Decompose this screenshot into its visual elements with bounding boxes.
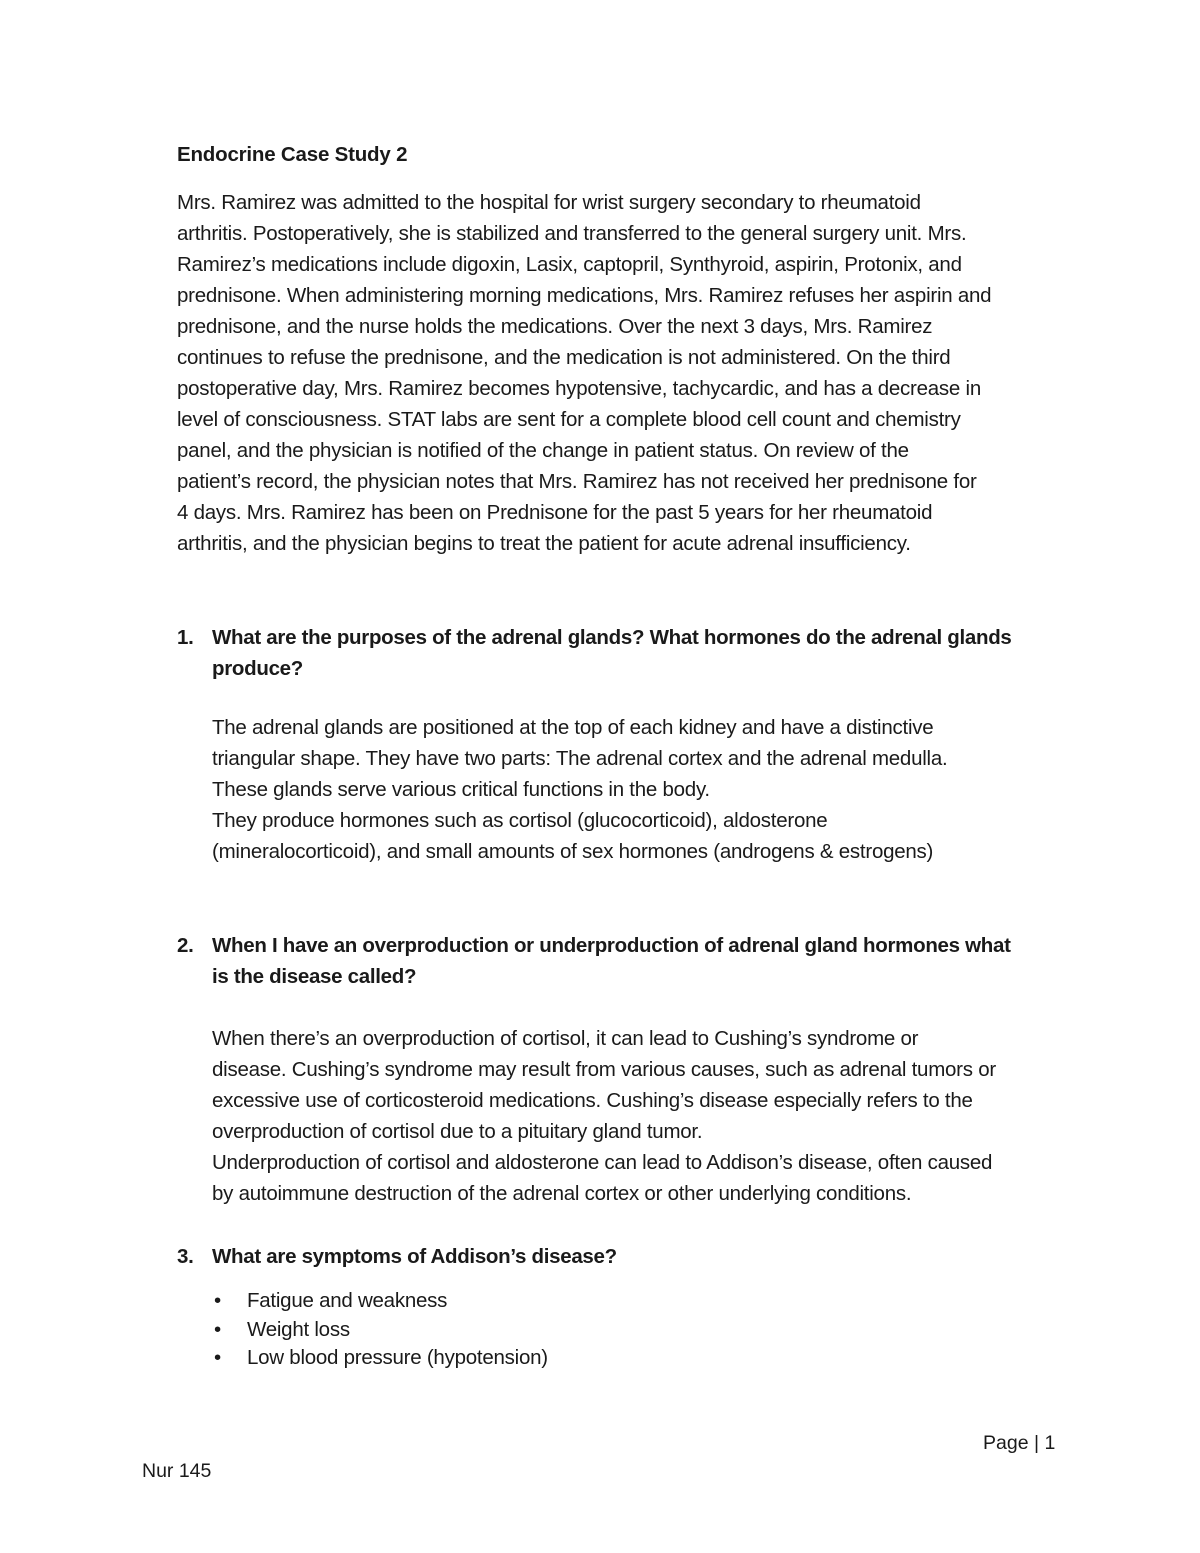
list-item — [212, 1344, 912, 1373]
bullet-icon: • — [214, 1317, 221, 1341]
question-text-line: is the disease called? — [212, 965, 417, 988]
intro-line: postoperative day, Mrs. Ramirez becomes hypotensive, tachycardic, and has a decrease in — [177, 377, 981, 400]
answer-line: The adrenal glands are positioned at the top of each kidney and have a distinctive — [212, 716, 934, 739]
answer-line: by autoimmune destruction of the adrenal cortex or other underlying conditions. — [212, 1182, 912, 1205]
intro-line: level of consciousness. STAT labs are sent for a complete blood cell count and chemistry — [177, 408, 961, 431]
list-item-text: Weight loss — [247, 1317, 350, 1341]
answer-line: disease. Cushing’s syndrome may result from various causes, such as adrenal tumors or — [212, 1058, 996, 1081]
intro-line: prednisone, and the nurse holds the medications. Over the next 3 days, Mrs. Ramirez — [177, 315, 933, 338]
intro-line: prednisone. When administering morning medications, Mrs. Ramirez refuses her aspirin and — [177, 284, 992, 307]
list-item — [212, 1287, 912, 1316]
page-number: Page | 1 — [983, 1432, 1056, 1454]
answer-line: overproduction of cortisol due to a pituitary gland tumor. — [212, 1120, 703, 1143]
question-2 — [177, 930, 1057, 992]
answer-line: These glands serve various critical functions in the body. — [212, 778, 710, 801]
intro-line: Ramirez’s medications include digoxin, Lasix, captopril, Synthyroid, aspirin, Protonix, and — [177, 253, 962, 276]
bullet-icon: • — [214, 1346, 221, 1369]
answer-line: Underproduction of cortisol and aldosterone can lead to Addison’s disease, often caused — [212, 1151, 993, 1174]
answer-line: (mineralocorticoid), and small amounts of sex hormones (androgens & estrogens) — [212, 840, 934, 863]
bullet-icon: • — [214, 1289, 221, 1312]
intro-line: arthritis, and the physician begins to treat the patient for acute adrenal insufficiency. — [177, 532, 911, 555]
list-item — [212, 1316, 912, 1345]
intro-line: continues to refuse the prednisone, and the medication is not administered. On the third — [177, 346, 951, 369]
intro-line: patient’s record, the physician notes that Mrs. Ramirez has not received her prednisone for — [177, 470, 977, 493]
question-number: 2. — [177, 934, 194, 957]
answer-1 — [212, 712, 1072, 867]
list-item-text: Low blood pressure (hypotension) — [247, 1346, 548, 1369]
answer-line: When there’s an overproduction of cortisol, it can lead to Cushing’s syndrome or — [212, 1027, 919, 1050]
question-text-line: produce? — [212, 657, 303, 680]
question-text-line: When I have an overproduction or underproduction of adrenal gland hormones what — [212, 934, 1011, 957]
answer-2 — [212, 1023, 1072, 1209]
question-text-line: What are the purposes of the adrenal glands? What hormones do the adrenal glands — [212, 626, 1012, 649]
question-number: 3. — [177, 1245, 194, 1268]
intro-line: 4 days. Mrs. Ramirez has been on Prednisone for the past 5 years for her rheumatoid — [177, 501, 933, 524]
document-title: Endocrine Case Study 2 — [177, 143, 408, 166]
question-number: 1. — [177, 626, 194, 649]
question-text-line: What are symptoms of Addison’s disease? — [212, 1245, 617, 1268]
case-intro-paragraph — [177, 187, 1067, 559]
answer-line: excessive use of corticosteroid medications. Cushing’s disease especially refers to the — [212, 1089, 973, 1112]
question-1 — [177, 622, 1057, 684]
answer-line: triangular shape. They have two parts: The adrenal cortex and the adrenal medulla. — [212, 747, 948, 770]
symptoms-list — [212, 1287, 912, 1373]
footer-course-label: Nur 145 — [142, 1460, 212, 1482]
answer-line: They produce hormones such as cortisol (glucocorticoid), aldosterone — [212, 809, 828, 832]
list-item-text: Fatigue and weakness — [247, 1289, 448, 1312]
question-3 — [177, 1241, 1057, 1272]
intro-line: arthritis. Postoperatively, she is stabilized and transferred to the general surgery unit. Mrs. — [177, 222, 967, 245]
intro-line: Mrs. Ramirez was admitted to the hospital for wrist surgery secondary to rheumatoid — [177, 191, 921, 214]
intro-line: panel, and the physician is notified of the change in patient status. On review of the — [177, 439, 909, 462]
